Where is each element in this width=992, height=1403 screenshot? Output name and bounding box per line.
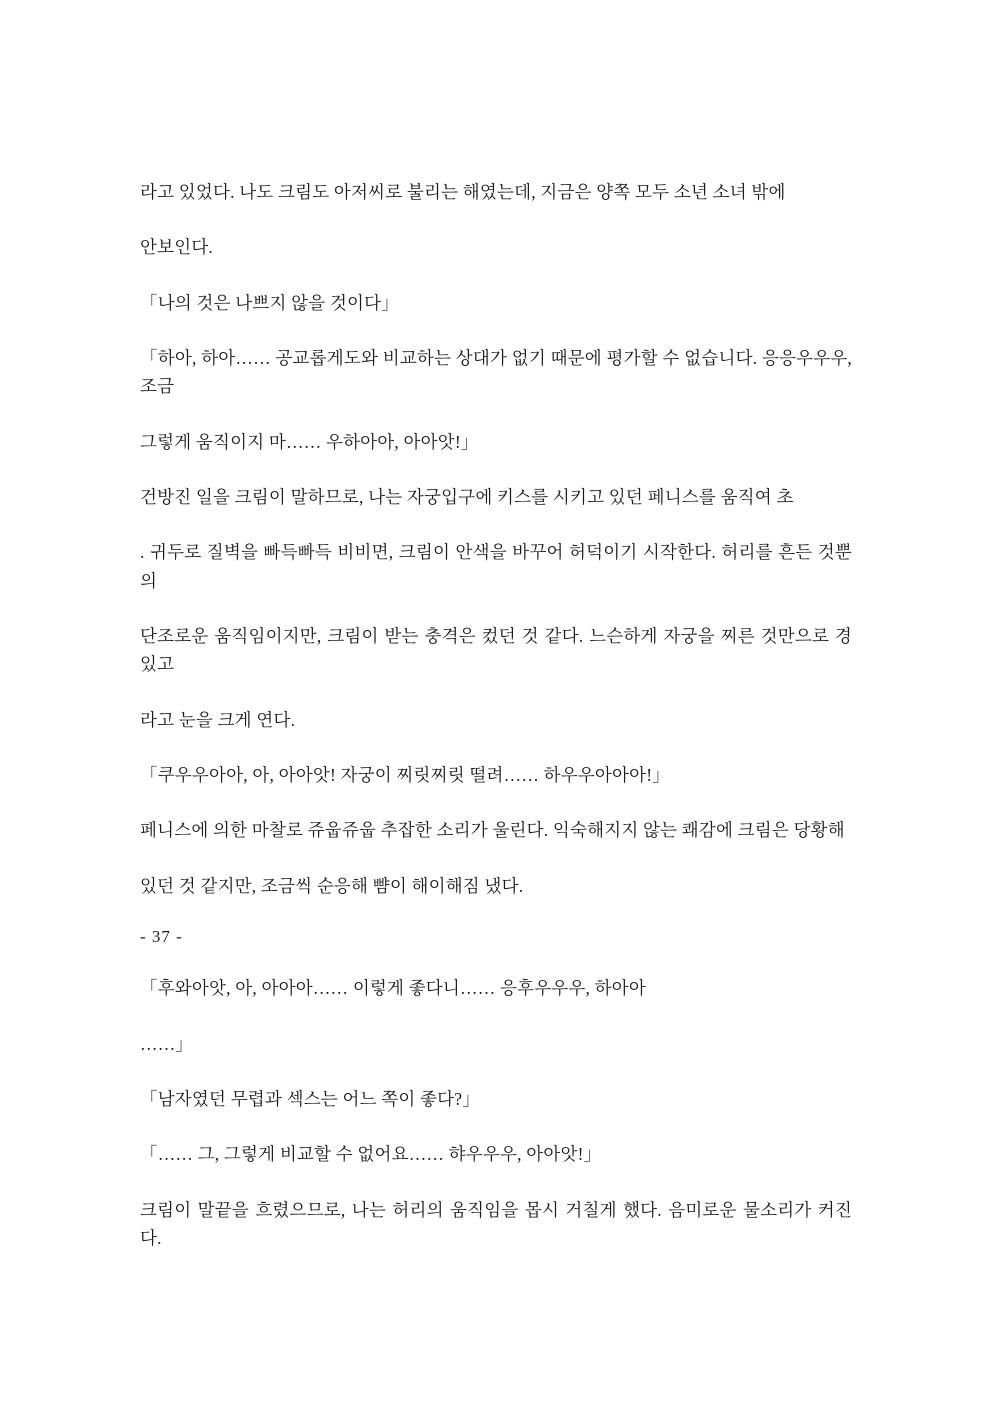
paragraph: 있던 것 같지만, 조금씩 순응해 뺨이 해이해짐 냈다. bbox=[140, 875, 524, 896]
paragraph: 「하아, 하아…… 공교롭게도와 비교하는 상대가 없기 때문에 평가할 수 없습니다. 응응우우우, 조금 bbox=[140, 348, 852, 397]
paragraph: 「후와아앗, 아, 아아아…… 이렇게 좋다니…… 응후우우우, 하아아 bbox=[140, 978, 646, 999]
paragraph: 안보인다. bbox=[140, 237, 213, 258]
paragraph: 건방진 일을 크림이 말하므로, 나는 자궁입구에 키스를 시키고 있던 페니스를 움직여 초 bbox=[140, 487, 794, 508]
paragraph: 「…… 그, 그렇게 비교할 수 없어요…… 햐우우우, 아아앗!」 bbox=[140, 1144, 602, 1165]
paragraph: 「쿠우우아아, 아, 아아앗! 자궁이 찌릿찌릿 떨려…… 하우우아아아!」 bbox=[140, 765, 670, 786]
document-body bbox=[140, 178, 852, 1252]
paragraph: 페니스에 의한 마찰로 쥬웁쥬웁 추잡한 소리가 울린다. 익숙해지지 않는 쾌감에 크림은 당황해 bbox=[140, 820, 845, 841]
paragraph: 그렇게 움직이지 마…… 우하아아, 아아앗!」 bbox=[140, 431, 479, 452]
page-number: - 37 - bbox=[140, 927, 183, 947]
paragraph: ……」 bbox=[140, 1033, 194, 1054]
paragraph: 크림이 말끝을 흐렸으므로, 나는 허리의 움직임을 몹시 거칠게 했다. 음미로운 물소리가 커진다. bbox=[140, 1199, 852, 1248]
paragraph: 「남자였던 무렵과 섹스는 어느 쪽이 좋다?」 bbox=[140, 1088, 480, 1109]
paragraph: 단조로운 움직임이지만, 크림이 받는 충격은 컸던 것 같다. 느슨하게 자궁을 찌른 것만으로 경 있고 bbox=[140, 626, 852, 675]
paragraph: 라고 있었다. 나도 크림도 아저씨로 불리는 해였는데, 지금은 양쪽 모두 소년 소녀 밖에 bbox=[140, 182, 786, 202]
paragraph: . 귀두로 질벽을 빠득빠득 비비면, 크림이 안색을 바꾸어 허덕이기 시작한다. 허리를 흔든 것뿐의 bbox=[140, 542, 852, 591]
paragraph: 라고 눈을 크게 연다. bbox=[140, 709, 296, 730]
paragraph: 「나의 것은 나쁘지 않을 것이다」 bbox=[140, 292, 399, 313]
